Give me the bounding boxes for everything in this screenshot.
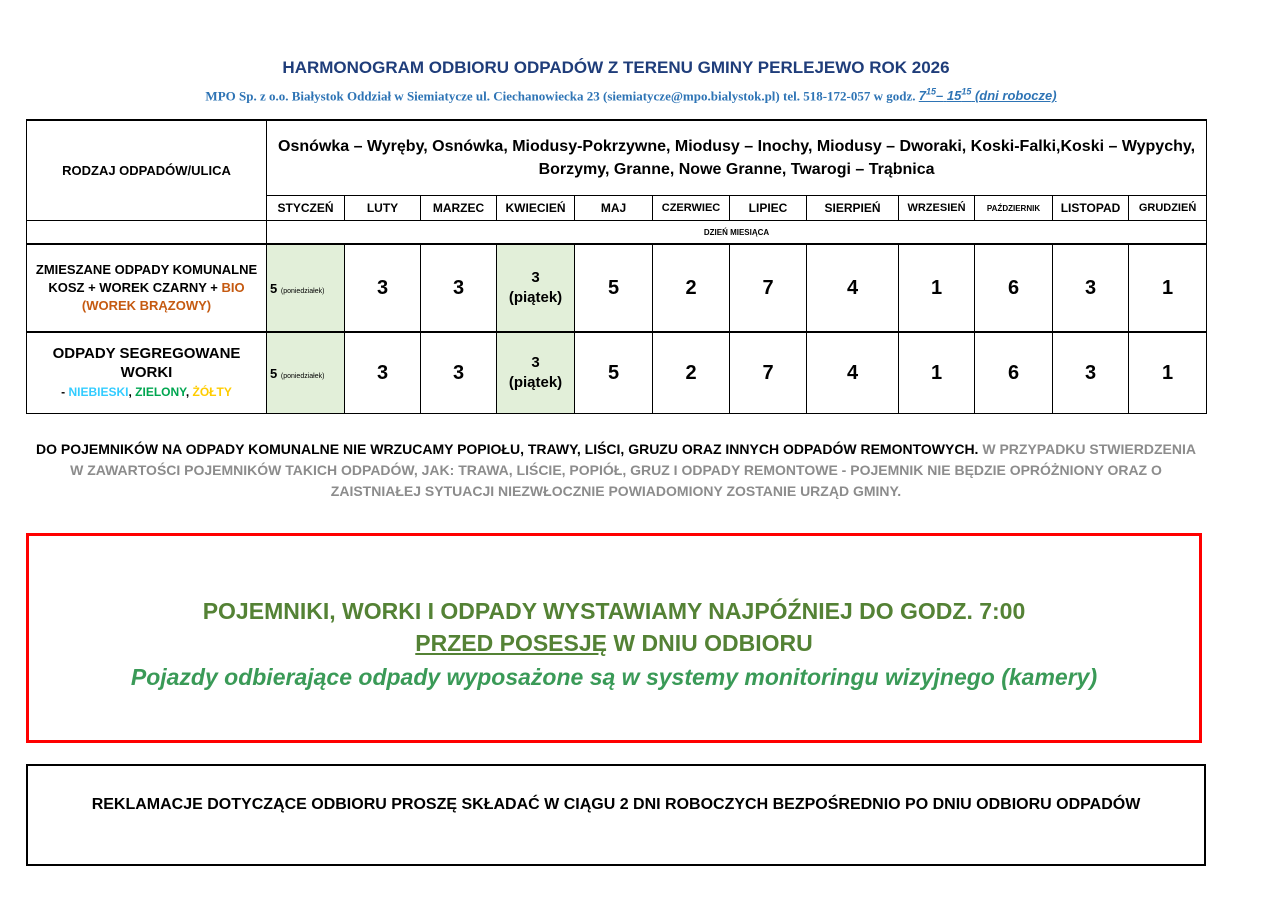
weekday-note: (piątek) [508,374,563,391]
camera-monitoring-line: Pojazdy odbierające odpady wyposażone są w systemy monitoringu wizyjnego (kamery) [130,664,1098,690]
month-header: STYCZEŃ [267,196,345,221]
date-cell: 1 [1129,244,1207,332]
weekday-note: (poniedziałek) [280,372,325,380]
date-cell [497,332,575,414]
notice-main: DO POJEMNIKÓW NA ODPADY KOMUNALNE NIE WRZUCAMY POPIOŁU, TRAWY, LIŚCI, GRUZU ORAZ INNYCH ODPADÓW REMONTOWYCH. [36,441,979,457]
date-value: 5 [270,365,278,381]
weekday-note: (piątek) [508,289,563,306]
date-cell: 3 [345,244,421,332]
date-cell: 7 [730,332,807,414]
date-cell [267,244,345,332]
date-cell: 1 [899,332,975,414]
month-header: CZERWIEC [653,196,730,221]
date-value: 5 [270,280,278,296]
date-cell: 4 [807,244,899,332]
placement-underlined: PRZED POSESJĘ [415,630,607,656]
date-cell: 5 [575,244,653,332]
date-cell: 3 [421,244,497,332]
month-header: GRUDZIEŃ [1129,196,1207,221]
hours-start: 7 [918,88,926,104]
month-header: MAJ [575,196,653,221]
segregated-label: ODPADY SEGREGOWANE WORKI [52,345,241,381]
placement-rest: W DNIU ODBIORU [607,630,813,656]
green-bag-label: ZIELONY [135,385,186,399]
blue-bag-label: NIEBIESKI [68,385,129,399]
date-cell [267,332,345,414]
bio-label: BIO (WOREK BRĄZOWY) [81,280,245,313]
empty-cell [27,221,267,245]
date-cell: 2 [653,332,730,414]
hours-dash: – [936,88,944,104]
month-header: SIERPIEŃ [807,196,899,221]
date-cell: 3 [1053,244,1129,332]
notice-consequence: W PRZYPADKU STWIERDZENIA W ZAWARTOŚCI POJEMNIKÓW TAKICH ODPADÓW, JAK: TRAWA, LIŚCIE, POPIÓŁ, GRUZ I ODPADY REMONTOWE - POJEMNIK NIE BĘDZIE OPRÓŻNIONY ORAZ O ZAISTNIAŁEJ SYTUACJI NIEZWŁOCZNIE POWIADOMIONY ZOSTANIE URZĄD GMINY. [70,441,1196,499]
hours-end: 15 [946,88,962,104]
company-contact-text: MPO Sp. z o.o. Białystok Oddział w Siemiatycze ul. Ciechanowiecka 23 (siemiatycze@mpo.bialystok.pl) tel. 518-172-057 w godz. [205,88,916,104]
hours-end-min: 15 [961,87,972,97]
month-header: LIPIEC [730,196,807,221]
waste-type-mixed [27,244,267,332]
hours-note: (dni robocze) [974,88,1057,104]
date-cell: 7 [730,244,807,332]
complaints-box: REKLAMACJE DOTYCZĄCE ODBIORU PROSZĘ SKŁADAĆ W CIĄGU 2 DNI ROBOCZYCH BEZPOŚREDNIO PO DNIU ODBIORU ODPADÓW [26,764,1206,866]
deadline-line: POJEMNIKI, WORKI I ODPADY WYSTAWIAMY NAJPÓŹNIEJ DO GODZ. 7:00 [202,598,1026,624]
date-cell: 6 [975,244,1053,332]
mixed-label: ZMIESZANE ODPADY KOMUNALNE KOSZ + WOREK CZARNY + [35,262,258,295]
prohibited-waste-notice [30,439,1202,502]
date-cell [497,244,575,332]
day-of-month-label: DZIEŃ MIESIĄCA [267,221,1207,245]
month-header: KWIECIEŃ [497,196,575,221]
waste-type-segregated: ODPADY SEGREGOWANE WORKI - NIEBIESKI, ZIELONY, ŻÓŁTY [27,332,267,414]
corner-label: RODZAJ ODPADÓW/ULICA [27,120,267,221]
streets-list: Osnówka – Wyręby, Osnówka, Miodusy-Pokrzywne, Miodusy – Inochy, Miodusy – Dworaki, Koski-Falki,Koski – Wypychy, Borzymy, Granne, Nowe Granne, Twarogi – Trąbnica [267,120,1207,196]
date-cell: 2 [653,244,730,332]
date-cell: 1 [899,244,975,332]
date-cell: 6 [975,332,1053,414]
date-cell: 1 [1129,332,1207,414]
weekday-note: (poniedziałek) [280,287,325,295]
collection-schedule-table [26,119,1207,414]
date-cell: 3 [345,332,421,414]
placement-line [29,630,1199,657]
month-header: MARZEC [421,196,497,221]
schedule-title: HARMONOGRAM ODBIORU ODPADÓW Z TERENU GMINY PERLEJEWO ROK 2026 [282,58,950,77]
month-header: LISTOPAD [1053,196,1129,221]
collection-time-box [26,533,1202,743]
month-header: LUTY [345,196,421,221]
company-contact-line [0,87,1262,104]
date-cell: 3 [421,332,497,414]
hours-start-min: 15 [925,87,936,97]
date-cell: 4 [807,332,899,414]
date-value: 3 [531,354,540,371]
month-header: PAŹDZIERNIK [975,196,1053,221]
date-value: 3 [531,269,540,286]
month-header: WRZESIEŃ [899,196,975,221]
date-cell: 3 [1053,332,1129,414]
label-dash: - [61,385,66,399]
working-hours [919,88,1057,103]
date-cell: 5 [575,332,653,414]
yellow-bag-label: ŻÓŁTY [192,385,232,399]
